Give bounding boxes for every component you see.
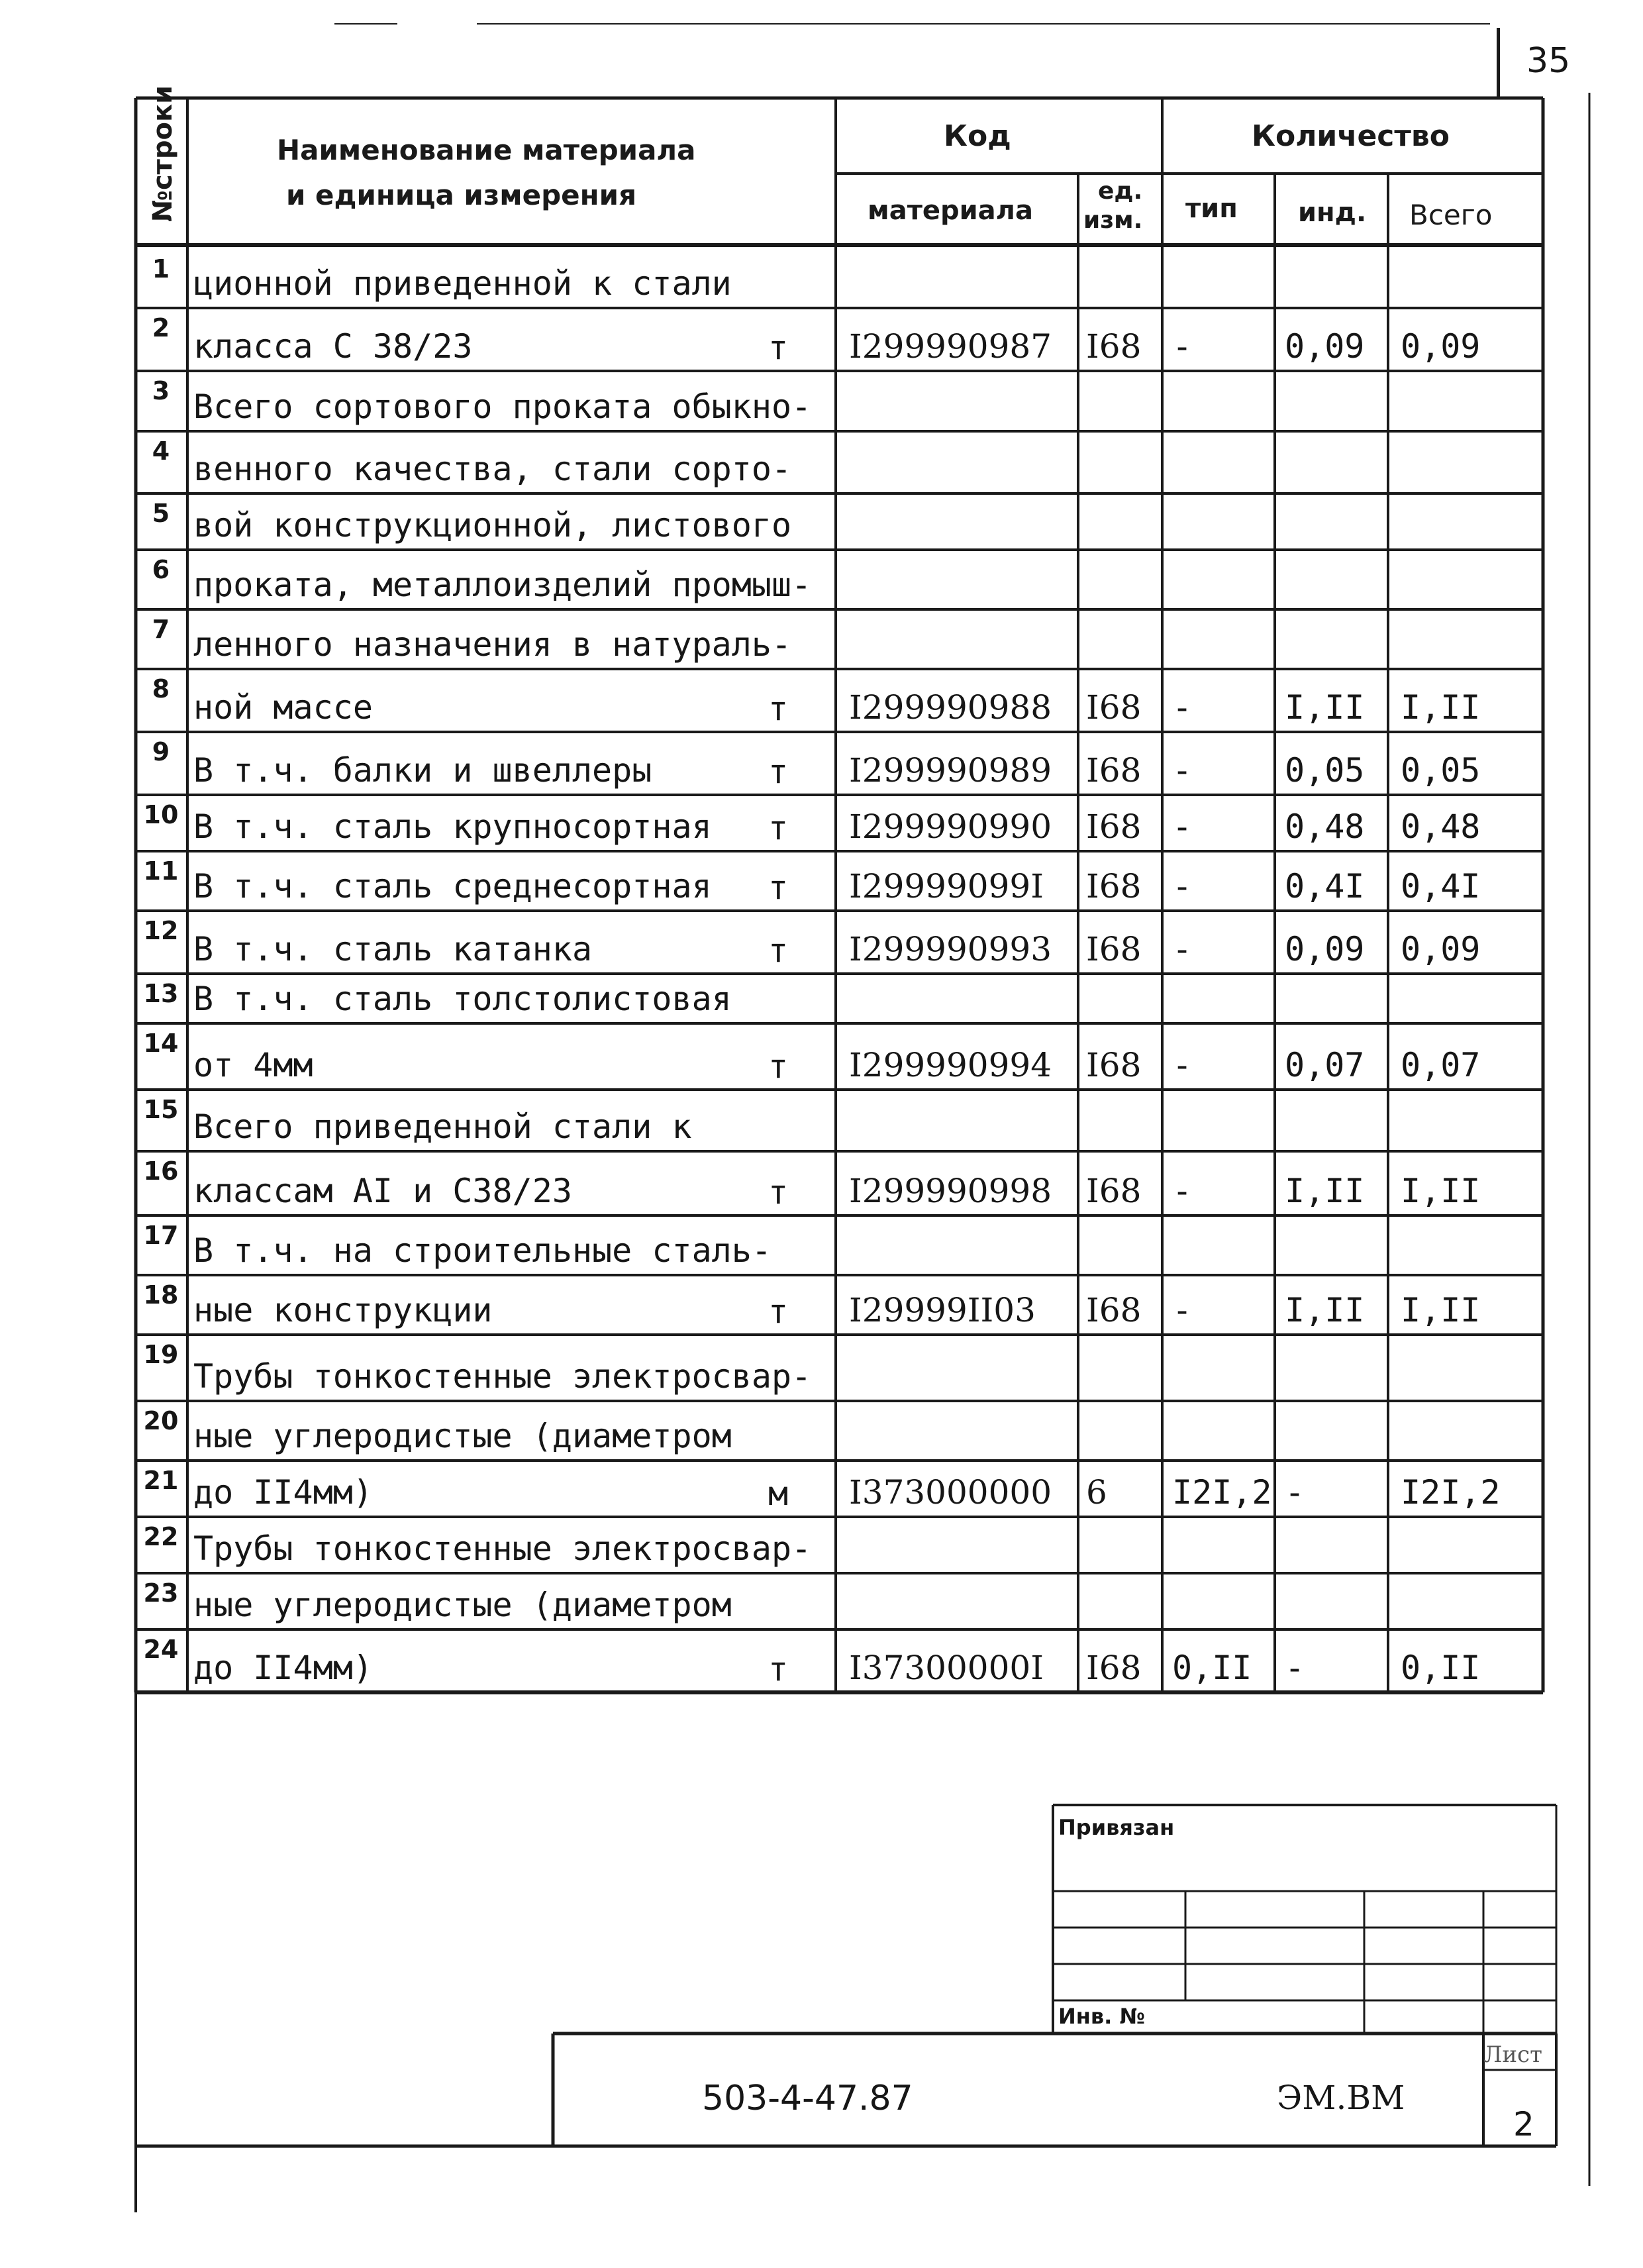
- material-name: ной массе: [193, 688, 373, 727]
- quantity-total: 0,09: [1401, 327, 1481, 366]
- quantity-individual: 0,09: [1285, 930, 1365, 968]
- material-code: I29999II03: [849, 1291, 1036, 1329]
- row-number: 19: [143, 1340, 179, 1369]
- material-name: В т.ч. балки и швеллеры: [193, 751, 652, 790]
- unit-code: I68: [1086, 1172, 1142, 1210]
- material-code: I29999099I: [849, 867, 1044, 905]
- total-header: Всего: [1409, 199, 1493, 231]
- material-name: вой конструкционной, листового: [193, 506, 792, 544]
- material-code: I299990994: [849, 1046, 1052, 1084]
- material-code: I299990998: [849, 1172, 1052, 1210]
- quantity-total: 0,09: [1401, 930, 1481, 968]
- quantity-total: I,II: [1401, 688, 1481, 727]
- unit-header-line1: ед.: [1098, 178, 1143, 205]
- unit-code: I68: [1086, 1291, 1142, 1329]
- material-code: I299990989: [849, 751, 1052, 790]
- quantity-individual: -: [1285, 1473, 1305, 1512]
- material-name: Всего сортового проката обыкно-: [193, 387, 812, 426]
- quantity-type: I2I,2: [1172, 1473, 1272, 1512]
- quantity-type: -: [1172, 1046, 1193, 1084]
- unit-code: I68: [1086, 327, 1142, 366]
- quantity-individual: I,II: [1285, 1172, 1365, 1210]
- material-name: до II4мм): [193, 1473, 373, 1512]
- inventory-number-label: Инв. №: [1058, 2004, 1145, 2029]
- linked-label: Привязан: [1058, 1815, 1175, 1840]
- quantity-type: -: [1172, 327, 1193, 366]
- quantity-total: I,II: [1401, 1172, 1481, 1210]
- unit-code: I68: [1086, 930, 1142, 968]
- quantity-individual: 0,09: [1285, 327, 1365, 366]
- row-number: 10: [143, 800, 179, 829]
- material-name: Всего приведенной стали к: [193, 1108, 692, 1146]
- page-number: 35: [1526, 41, 1571, 81]
- quantity-type: -: [1172, 688, 1193, 727]
- material-code: I299990993: [849, 930, 1052, 968]
- quantity-total: I2I,2: [1401, 1473, 1501, 1512]
- name-header-line2: и единица измерения: [286, 179, 637, 211]
- row-number: 11: [143, 856, 179, 886]
- row-number: 2: [152, 313, 170, 342]
- quantity-type: -: [1172, 807, 1193, 846]
- document-mark: ЭМ.ВМ: [1277, 2079, 1405, 2117]
- material-name: ные конструкции: [193, 1291, 493, 1329]
- unit-code: I68: [1086, 1046, 1142, 1084]
- material-name: ленного назначения в натураль-: [193, 625, 792, 664]
- row-number: 24: [143, 1635, 179, 1664]
- row-number: 7: [152, 615, 170, 644]
- unit-letter: т: [768, 1292, 789, 1331]
- unit-letter: т: [768, 1173, 789, 1211]
- unit-code: I68: [1086, 751, 1142, 790]
- material-name: от 4мм: [193, 1046, 313, 1084]
- unit-letter: т: [768, 931, 789, 970]
- row-number: 13: [143, 979, 179, 1008]
- quantity-type: -: [1172, 930, 1193, 968]
- row-number: 8: [152, 674, 170, 703]
- row-number-header: №строки: [148, 85, 178, 223]
- quantity-total: 0,II: [1401, 1649, 1481, 1687]
- material-name: венного качества, стали сорто-: [193, 450, 792, 488]
- sheet-label: Лист: [1483, 2041, 1542, 2068]
- unit-letter: т: [768, 752, 789, 791]
- material-name: проката, металлоизделий промыш-: [193, 566, 812, 604]
- type-header: тип: [1185, 193, 1238, 224]
- quantity-total: 0,07: [1401, 1046, 1481, 1084]
- document-code: 503-4-47.87: [702, 2079, 913, 2118]
- material-name: ные углеродистые (диаметром: [193, 1586, 732, 1624]
- material-code: I299990988: [849, 688, 1052, 727]
- code-header: Код: [944, 119, 1011, 153]
- row-number: 12: [143, 916, 179, 945]
- unit-letter: т: [768, 1650, 789, 1688]
- row-number: 6: [152, 555, 170, 584]
- quantity-total: 0,4I: [1401, 867, 1481, 905]
- material-name: классам АI и С38/23: [193, 1172, 572, 1210]
- material-name: Трубы тонкостенные электросвар-: [193, 1529, 812, 1568]
- row-number: 4: [152, 437, 170, 466]
- unit-letter: т: [768, 690, 789, 728]
- material-name: класса С 38/23: [193, 327, 473, 366]
- row-number: 9: [152, 737, 170, 766]
- quantity-total: I,II: [1401, 1291, 1481, 1329]
- quantity-total: 0,05: [1401, 751, 1481, 790]
- material-name: до II4мм): [193, 1649, 373, 1687]
- unit-letter: т: [768, 1047, 789, 1086]
- row-number: 23: [143, 1578, 179, 1608]
- material-name: В т.ч. сталь среднесортная: [193, 867, 712, 905]
- material-name: В т.ч. сталь катанка: [193, 930, 593, 968]
- unit-code: I68: [1086, 1649, 1142, 1687]
- unit-letter: т: [768, 329, 789, 367]
- unit-code: 6: [1086, 1473, 1107, 1512]
- quantity-individual: -: [1285, 1649, 1305, 1687]
- material-name: Трубы тонкостенные электросвар-: [193, 1357, 812, 1396]
- sheet-number: 2: [1513, 2105, 1534, 2143]
- row-number: 15: [143, 1095, 179, 1124]
- ind-header: инд.: [1298, 197, 1367, 228]
- unit-code: I68: [1086, 807, 1142, 846]
- quantity-individual: 0,05: [1285, 751, 1365, 790]
- row-number: 5: [152, 499, 170, 528]
- row-number: 1: [152, 254, 170, 284]
- material-name: ные углеродистые (диаметром: [193, 1417, 732, 1455]
- material-code: I299990987: [849, 327, 1052, 366]
- quantity-type: -: [1172, 867, 1193, 905]
- unit-letter: т: [768, 809, 789, 847]
- material-name: ционной приведенной к стали: [193, 264, 732, 303]
- quantity-individual: I,II: [1285, 688, 1365, 727]
- unit-letter: т: [768, 868, 789, 907]
- row-number: 3: [152, 376, 170, 405]
- quantity-total: 0,48: [1401, 807, 1481, 846]
- quantity-type: -: [1172, 1291, 1193, 1329]
- row-number: 20: [143, 1406, 179, 1435]
- quantity-type: 0,II: [1172, 1649, 1252, 1687]
- row-number: 22: [143, 1522, 179, 1551]
- unit-code: I68: [1086, 688, 1142, 727]
- quantity-header: Количество: [1252, 119, 1450, 153]
- quantity-individual: 0,4I: [1285, 867, 1365, 905]
- code-material-header: материала: [868, 195, 1033, 226]
- row-number: 21: [143, 1466, 179, 1495]
- row-number: 18: [143, 1280, 179, 1310]
- material-code: I299990990: [849, 807, 1052, 846]
- unit-letter: м: [768, 1474, 789, 1513]
- quantity-individual: 0,48: [1285, 807, 1365, 846]
- name-header-line1: Наименование материала: [277, 134, 696, 166]
- unit-code: I68: [1086, 867, 1142, 905]
- quantity-individual: I,II: [1285, 1291, 1365, 1329]
- material-name: В т.ч. сталь крупносортная: [193, 807, 712, 846]
- row-number: 14: [143, 1029, 179, 1058]
- material-name: В т.ч. сталь толстолистовая: [193, 980, 732, 1018]
- quantity-individual: 0,07: [1285, 1046, 1365, 1084]
- material-name: В т.ч. на строительные сталь-: [193, 1231, 772, 1270]
- quantity-type: -: [1172, 1172, 1193, 1210]
- material-code: I37300000I: [849, 1649, 1044, 1687]
- row-number: 16: [143, 1157, 179, 1186]
- material-code: I373000000: [849, 1473, 1052, 1512]
- quantity-type: -: [1172, 751, 1193, 790]
- row-number: 17: [143, 1221, 179, 1250]
- unit-header-line2: изм.: [1083, 207, 1143, 234]
